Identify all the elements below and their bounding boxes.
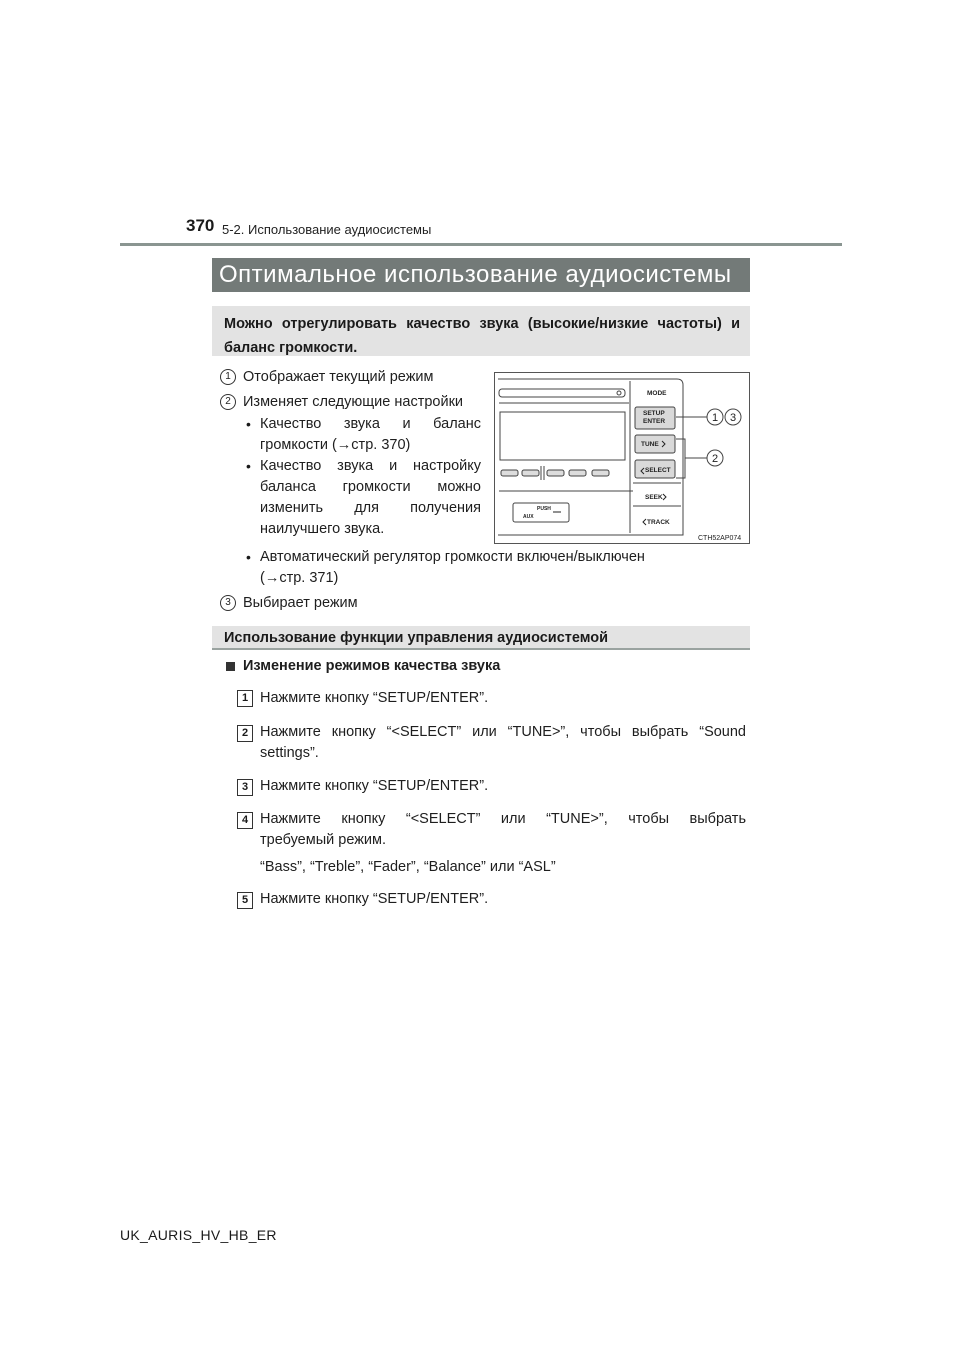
audio-panel-figure — [494, 372, 750, 544]
bullet-dot: • — [246, 416, 251, 432]
bullet-2-line-4: наилучшего звука. — [260, 521, 385, 537]
page-number: 370 — [186, 216, 215, 235]
track-button-label: TRACK — [647, 519, 670, 526]
figure-code: CTH52AP074 — [698, 535, 742, 542]
step-4-line-1: Нажмите кнопку “<SELECT” или “TUNE>”, чтобы выбрать — [260, 811, 746, 827]
seek-button-label: SEEK — [645, 494, 663, 501]
audio-panel-illustration — [495, 373, 749, 543]
callout-1: 1 — [711, 412, 719, 424]
page-title: Оптимальное использование аудиосистемы — [212, 258, 750, 292]
callout-2: 2 — [711, 453, 719, 465]
bullet-2-line-1: Качество звука и настройку — [260, 458, 481, 474]
subsection-heading: Использование функции управления аудиосистемой — [212, 626, 750, 650]
intro-text: Можно отрегулировать качество звука (высокие/низкие частоты) и баланс громкости. — [224, 316, 740, 356]
item-number-2: 2 — [220, 394, 236, 410]
bullet-3-line-2: (→стр. 371) — [260, 570, 339, 586]
tune-button-label: TUNE — [641, 441, 659, 448]
section-reference: 5-2. Использование аудиосистемы — [222, 222, 432, 237]
step-2-line-2: settings”. — [260, 745, 319, 761]
procedure-heading: Изменение режимов качества звука — [243, 658, 501, 674]
header-rule — [120, 243, 842, 246]
bullet-2-line-2: баланса громкости можно — [260, 479, 481, 495]
step-number-5: 5 — [237, 892, 253, 909]
callout-3: 3 — [729, 412, 737, 424]
bullet-1-line-1: Качество звука и баланс — [260, 416, 481, 432]
item-3-text: Выбирает режим — [243, 595, 358, 611]
enter-button-label: ENTER — [643, 418, 666, 425]
item-2-text: Изменяет следующие настройки — [243, 394, 464, 410]
step-number-1: 1 — [237, 690, 253, 707]
select-button-label: SELECT — [645, 467, 671, 474]
item-number-3: 3 — [220, 595, 236, 611]
step-3-text: Нажмите кнопку “SETUP/ENTER”. — [260, 778, 489, 794]
bullet-3-line-1: Автоматический регулятор громкости включен/выключен — [260, 549, 645, 565]
aux-label: AUX — [523, 514, 534, 520]
step-number-2: 2 — [237, 725, 253, 742]
step-number-3: 3 — [237, 779, 253, 796]
mode-button-label: MODE — [647, 390, 667, 397]
document-code: UK_AURIS_HV_HB_ER — [120, 1227, 277, 1243]
item-number-1: 1 — [220, 369, 236, 385]
setup-button-label: SETUP — [643, 410, 665, 417]
bullet-dot: • — [246, 458, 251, 474]
step-2-line-1: Нажмите кнопку “<SELECT” или “TUNE>”, чтобы выбрать “Sound — [260, 724, 746, 740]
step-number-4: 4 — [237, 812, 253, 829]
bullet-1-line-2: громкости (→стр. 370) — [260, 437, 411, 453]
step-4-options: “Bass”, “Treble”, “Fader”, “Balance” или “ASL” — [260, 859, 556, 875]
bullet-2-line-3: изменить для получения — [260, 500, 481, 516]
bullet-dot: • — [246, 549, 251, 565]
step-4-line-2: требуемый режим. — [260, 832, 387, 848]
push-label: PUSH — [537, 506, 551, 512]
step-1-text: Нажмите кнопку “SETUP/ENTER”. — [260, 690, 489, 706]
step-5-text: Нажмите кнопку “SETUP/ENTER”. — [260, 891, 489, 907]
item-1-text: Отображает текущий режим — [243, 369, 434, 385]
square-bullet-icon — [226, 662, 235, 671]
intro-box — [212, 306, 750, 356]
